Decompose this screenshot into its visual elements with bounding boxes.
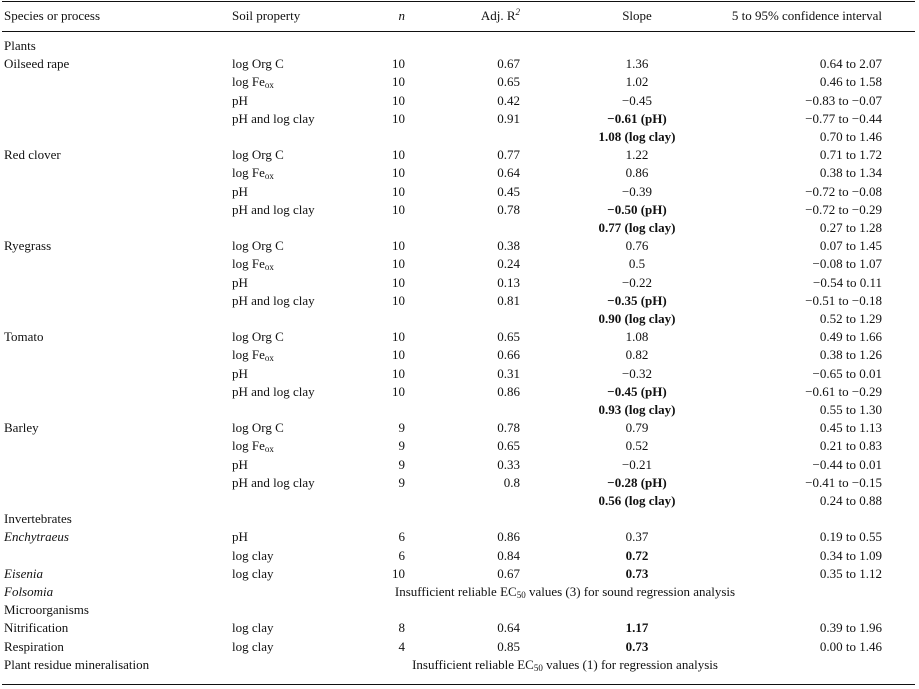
- note-cell: [230, 583, 900, 601]
- species-cell: Folsomia: [4, 584, 54, 599]
- soil-property-cell: [232, 255, 274, 273]
- adj-r2-cell: 0.33: [497, 456, 520, 472]
- table-row: [0, 365, 919, 383]
- header-n: n: [398, 8, 405, 23]
- soil-property-cell: [232, 146, 284, 164]
- n-cell: 10: [392, 165, 405, 181]
- n-cell: 8: [398, 620, 405, 636]
- slope-cell: −0.28 (pH): [607, 474, 667, 490]
- table-row: [0, 583, 919, 601]
- adj-r2-cell: 0.13: [497, 274, 520, 290]
- confidence-interval-cell: −0.83 to −0.07: [805, 92, 882, 108]
- soil-property-cell: [232, 201, 315, 219]
- species-cell: Red clover: [4, 147, 61, 163]
- adj-r2-cell: 0.45: [497, 183, 520, 199]
- n-cell: 10: [392, 292, 405, 308]
- slope-cell: −0.45: [621, 92, 653, 108]
- slope-cell: −0.45 (pH): [607, 383, 667, 399]
- species-cell: Plant residue mineralisation: [4, 656, 150, 672]
- adj-r2-cell: 0.77: [497, 147, 520, 163]
- confidence-interval-cell: 0.55 to 1.30: [819, 402, 882, 417]
- slope-cell: −0.32: [621, 365, 653, 381]
- soil-property-cell: [232, 638, 274, 656]
- slope-cell: 0.77 (log clay): [598, 220, 676, 235]
- species-cell: Barley: [4, 420, 39, 436]
- header-soil-property: Soil property: [232, 8, 301, 23]
- soil-property-cell: [232, 328, 284, 346]
- note-cell: [230, 656, 900, 674]
- confidence-interval-cell: 0.21 to 0.83: [819, 438, 882, 454]
- note-text-rest: values (1) for regression analysis: [542, 656, 718, 672]
- table-top-rule: [2, 1, 915, 2]
- slope-cell: 0.52: [625, 438, 649, 454]
- table-row: [0, 547, 919, 565]
- confidence-interval-cell: −0.51 to −0.18: [805, 292, 882, 308]
- soil-property-cell: [232, 365, 248, 383]
- header-adj-r2: Adj. $R^2$: [480, 7, 520, 23]
- soil-property-text: pH: [232, 183, 248, 199]
- soil-property-text: pH: [232, 92, 248, 108]
- table-row: [0, 474, 919, 492]
- n-cell: 10: [392, 74, 405, 90]
- table-row: [0, 565, 919, 583]
- soil-property-cell: [232, 110, 315, 128]
- header-rule: [2, 31, 915, 32]
- confidence-interval-cell: −0.44 to 0.01: [812, 456, 882, 472]
- adj-r2-cell: 0.42: [497, 92, 520, 108]
- confidence-interval-cell: −0.08 to 1.07: [812, 256, 882, 272]
- soil-property-cell: [232, 565, 274, 583]
- soil-property-text: log Fe: [232, 438, 265, 454]
- table-row: [0, 110, 919, 128]
- confidence-interval-cell: 0.19 to 0.55: [819, 529, 882, 545]
- species-cell: Enchytraeus: [4, 529, 69, 545]
- table-row: [0, 92, 919, 110]
- n-cell: 9: [398, 420, 405, 436]
- note-text: Insufficient reliable EC: [412, 656, 534, 672]
- slope-cell: 1.02: [625, 74, 649, 90]
- soil-property-cell: [232, 92, 248, 110]
- species-cell: Invertebrates: [4, 511, 72, 527]
- soil-property-text: log clay: [232, 547, 274, 563]
- soil-property-text: log Fe: [232, 347, 265, 363]
- confidence-interval-cell: −0.72 to −0.29: [805, 201, 882, 217]
- table-row: [0, 55, 919, 73]
- table-row: [0, 328, 919, 346]
- slope-cell: 0.37: [625, 529, 649, 545]
- table-row: [0, 310, 919, 328]
- confidence-interval-cell: 0.52 to 1.29: [819, 311, 882, 326]
- confidence-interval-cell: 0.64 to 2.07: [819, 56, 882, 72]
- n-cell: 6: [398, 547, 405, 563]
- soil-property-text: log Org C: [232, 329, 284, 345]
- adj-r2-cell: 0.85: [497, 638, 520, 654]
- soil-property-text: pH: [232, 274, 248, 290]
- slope-cell: −0.39: [621, 183, 653, 199]
- confidence-interval-cell: −0.65 to 0.01: [812, 365, 882, 381]
- slope-cell: 1.22: [625, 147, 649, 163]
- table-row: [0, 255, 919, 273]
- note-subscript: 50: [516, 590, 526, 600]
- n-cell: 4: [398, 638, 405, 654]
- slope-cell: −0.50 (pH): [607, 201, 667, 217]
- adj-r2-cell: 0.65: [497, 74, 520, 90]
- n-cell: 10: [392, 329, 405, 345]
- soil-property-cell: [232, 274, 248, 292]
- adj-r2-cell: 0.66: [497, 347, 520, 363]
- species-cell: Tomato: [4, 329, 44, 345]
- n-cell: 10: [392, 147, 405, 163]
- soil-property-cell: [232, 183, 248, 201]
- table-row: [0, 437, 919, 455]
- table-row: [0, 201, 919, 219]
- slope-cell: −0.61 (pH): [607, 110, 667, 126]
- soil-property-text: log clay: [232, 638, 274, 654]
- adj-r2-cell: 0.91: [497, 110, 520, 126]
- adj-r2-cell: 0.65: [497, 329, 520, 345]
- soil-property-cell: [232, 55, 284, 73]
- slope-cell: 0.79: [625, 420, 649, 436]
- adj-r2-cell: 0.24: [497, 256, 520, 272]
- slope-cell: 0.73: [625, 565, 649, 581]
- adj-r2-cell: 0.8: [503, 474, 520, 490]
- soil-property-cell: [232, 237, 284, 255]
- soil-property-subscript: ox: [264, 444, 274, 455]
- table-row: [0, 237, 919, 255]
- confidence-interval-cell: −0.41 to −0.15: [805, 474, 882, 490]
- confidence-interval-cell: 0.46 to 1.58: [819, 74, 882, 90]
- table-row: [0, 656, 919, 674]
- species-cell: Plants: [4, 38, 36, 53]
- soil-property-cell: [232, 528, 248, 546]
- slope-cell: 0.56 (log clay): [598, 493, 676, 508]
- soil-property-cell: [232, 547, 274, 565]
- adj-r2-cell: 0.38: [497, 238, 520, 254]
- n-cell: 10: [392, 92, 405, 108]
- soil-property-text: pH and log clay: [232, 474, 315, 490]
- n-cell: 10: [392, 201, 405, 217]
- soil-property-text: pH: [232, 365, 248, 381]
- header-species: Species or process: [4, 8, 101, 23]
- confidence-interval-cell: 0.34 to 1.09: [819, 547, 882, 563]
- table-row: [0, 274, 919, 292]
- table-row: [0, 183, 919, 201]
- slope-cell: 0.76: [625, 238, 649, 254]
- table-row: [0, 619, 919, 637]
- table-row: [0, 292, 919, 310]
- soil-property-cell: [232, 619, 274, 637]
- slope-cell: 1.36: [625, 56, 649, 72]
- soil-property-text: log Org C: [232, 147, 284, 163]
- n-cell: 10: [392, 383, 405, 399]
- soil-property-cell: [232, 164, 274, 182]
- species-cell: Oilseed rape: [4, 56, 70, 72]
- soil-property-text: log clay: [232, 620, 274, 636]
- n-cell: 10: [392, 110, 405, 126]
- adj-r2-cell: 0.84: [497, 547, 520, 563]
- soil-property-text: log Org C: [232, 56, 284, 72]
- slope-cell: −0.22: [621, 274, 653, 290]
- soil-property-text: pH: [232, 456, 248, 472]
- soil-property-text: pH and log clay: [232, 292, 315, 308]
- species-cell: Ryegrass: [4, 238, 52, 254]
- confidence-interval-cell: −0.61 to −0.29: [805, 383, 882, 399]
- soil-property-cell: [232, 346, 274, 364]
- slope-cell: 1.08 (log clay): [598, 129, 676, 144]
- soil-property-text: pH and log clay: [232, 383, 315, 399]
- header-confidence-interval: 5 to 95% confidence interval: [731, 8, 882, 23]
- n-cell: 6: [398, 529, 405, 545]
- confidence-interval-cell: 0.07 to 1.45: [819, 238, 882, 254]
- adj-r2-cell: 0.78: [497, 201, 520, 217]
- slope-cell: −0.35 (pH): [607, 292, 667, 308]
- adj-r2-cell: 0.65: [497, 438, 520, 454]
- soil-property-cell: [232, 419, 284, 437]
- confidence-interval-cell: −0.77 to −0.44: [805, 110, 882, 126]
- table-row: [0, 419, 919, 437]
- table-row: [0, 164, 919, 182]
- soil-property-text: log clay: [232, 565, 274, 581]
- adj-r2-cell: 0.64: [497, 165, 520, 181]
- adj-r2-cell: 0.67: [497, 56, 520, 72]
- table-row: [0, 528, 919, 546]
- n-cell: 9: [398, 474, 405, 490]
- table-bottom-rule: [2, 684, 915, 685]
- slope-cell: 1.17: [625, 620, 649, 636]
- adj-r2-cell: 0.67: [497, 565, 520, 581]
- confidence-interval-cell: 0.00 to 1.46: [819, 638, 882, 654]
- n-cell: 10: [392, 565, 405, 581]
- confidence-interval-cell: −0.54 to 0.11: [813, 274, 882, 290]
- n-cell: 10: [392, 256, 405, 272]
- table-row: [0, 37, 919, 55]
- table-header-row: [0, 7, 919, 25]
- confidence-interval-cell: 0.38 to 1.34: [819, 165, 882, 181]
- confidence-interval-cell: 0.38 to 1.26: [819, 347, 882, 363]
- confidence-interval-cell: 0.45 to 1.13: [819, 420, 882, 436]
- slope-cell: 0.82: [625, 347, 649, 363]
- slope-cell: −0.21: [621, 456, 653, 472]
- soil-property-cell: [232, 437, 274, 455]
- soil-property-text: log Fe: [232, 256, 265, 272]
- adj-r2-cell: 0.31: [497, 365, 520, 381]
- table-row: [0, 346, 919, 364]
- species-cell: Eisenia: [4, 565, 43, 581]
- adj-r2-cell: 0.64: [497, 620, 520, 636]
- table-row: [0, 456, 919, 474]
- species-cell: Nitrification: [4, 620, 69, 636]
- soil-property-text: log Fe: [232, 165, 265, 181]
- soil-property-text: pH: [232, 529, 248, 545]
- n-cell: 9: [398, 456, 405, 472]
- soil-property-text: log Org C: [232, 238, 284, 254]
- table-row: [0, 638, 919, 656]
- soil-property-subscript: ox: [264, 171, 274, 182]
- soil-property-subscript: ox: [264, 262, 274, 273]
- slope-cell: 0.5: [628, 256, 646, 272]
- table-row: [0, 492, 919, 510]
- slope-cell: 0.72: [625, 547, 649, 563]
- slope-cell: 0.73: [625, 638, 649, 654]
- soil-property-cell: [232, 456, 248, 474]
- table-row: [0, 128, 919, 146]
- soil-property-cell: [232, 73, 274, 91]
- table-row: [0, 219, 919, 237]
- confidence-interval-cell: 0.24 to 0.88: [819, 493, 882, 508]
- species-cell: Respiration: [4, 638, 64, 654]
- soil-property-cell: [232, 292, 315, 310]
- header-slope: Slope: [622, 8, 652, 23]
- soil-property-cell: [232, 474, 315, 492]
- soil-property-subscript: ox: [264, 80, 274, 91]
- n-cell: 10: [392, 347, 405, 363]
- note-text: Insufficient reliable EC: [394, 584, 517, 599]
- n-cell: 10: [392, 56, 405, 72]
- adj-r2-cell: 0.86: [497, 529, 520, 545]
- n-cell: 10: [392, 365, 405, 381]
- confidence-interval-cell: 0.49 to 1.66: [819, 329, 882, 345]
- species-cell: Microorganisms: [4, 602, 89, 618]
- table-row: [0, 73, 919, 91]
- confidence-interval-cell: 0.39 to 1.96: [819, 620, 882, 636]
- soil-property-text: log Fe: [232, 74, 265, 90]
- note-text-rest: values (3) for sound regression analysis: [525, 584, 736, 599]
- n-cell: 10: [392, 238, 405, 254]
- soil-property-subscript: ox: [264, 353, 274, 364]
- confidence-interval-cell: 0.71 to 1.72: [819, 147, 882, 163]
- slope-cell: 0.86: [625, 165, 649, 181]
- adj-r2-cell: 0.81: [497, 292, 520, 308]
- table-row: [0, 601, 919, 619]
- adj-r2-cell: 0.86: [497, 383, 520, 399]
- slope-cell: 1.08: [625, 329, 649, 345]
- soil-property-text: log Org C: [232, 420, 284, 436]
- n-cell: 9: [398, 438, 405, 454]
- table-row: [0, 146, 919, 164]
- soil-property-text: pH and log clay: [232, 110, 315, 126]
- n-cell: 10: [392, 183, 405, 199]
- confidence-interval-cell: −0.72 to −0.08: [805, 183, 882, 199]
- n-cell: 10: [392, 274, 405, 290]
- table-row: [0, 401, 919, 419]
- soil-property-text: pH and log clay: [232, 201, 315, 217]
- soil-property-cell: [232, 383, 315, 401]
- confidence-interval-cell: 0.70 to 1.46: [819, 129, 882, 144]
- confidence-interval-cell: 0.35 to 1.12: [819, 565, 882, 581]
- table-row: [0, 383, 919, 401]
- slope-cell: 0.90 (log clay): [598, 311, 676, 326]
- note-subscript: 50: [533, 662, 543, 673]
- confidence-interval-cell: 0.27 to 1.28: [819, 220, 882, 235]
- table-row: [0, 510, 919, 528]
- slope-cell: 0.93 (log clay): [598, 402, 676, 417]
- adj-r2-cell: 0.78: [497, 420, 520, 436]
